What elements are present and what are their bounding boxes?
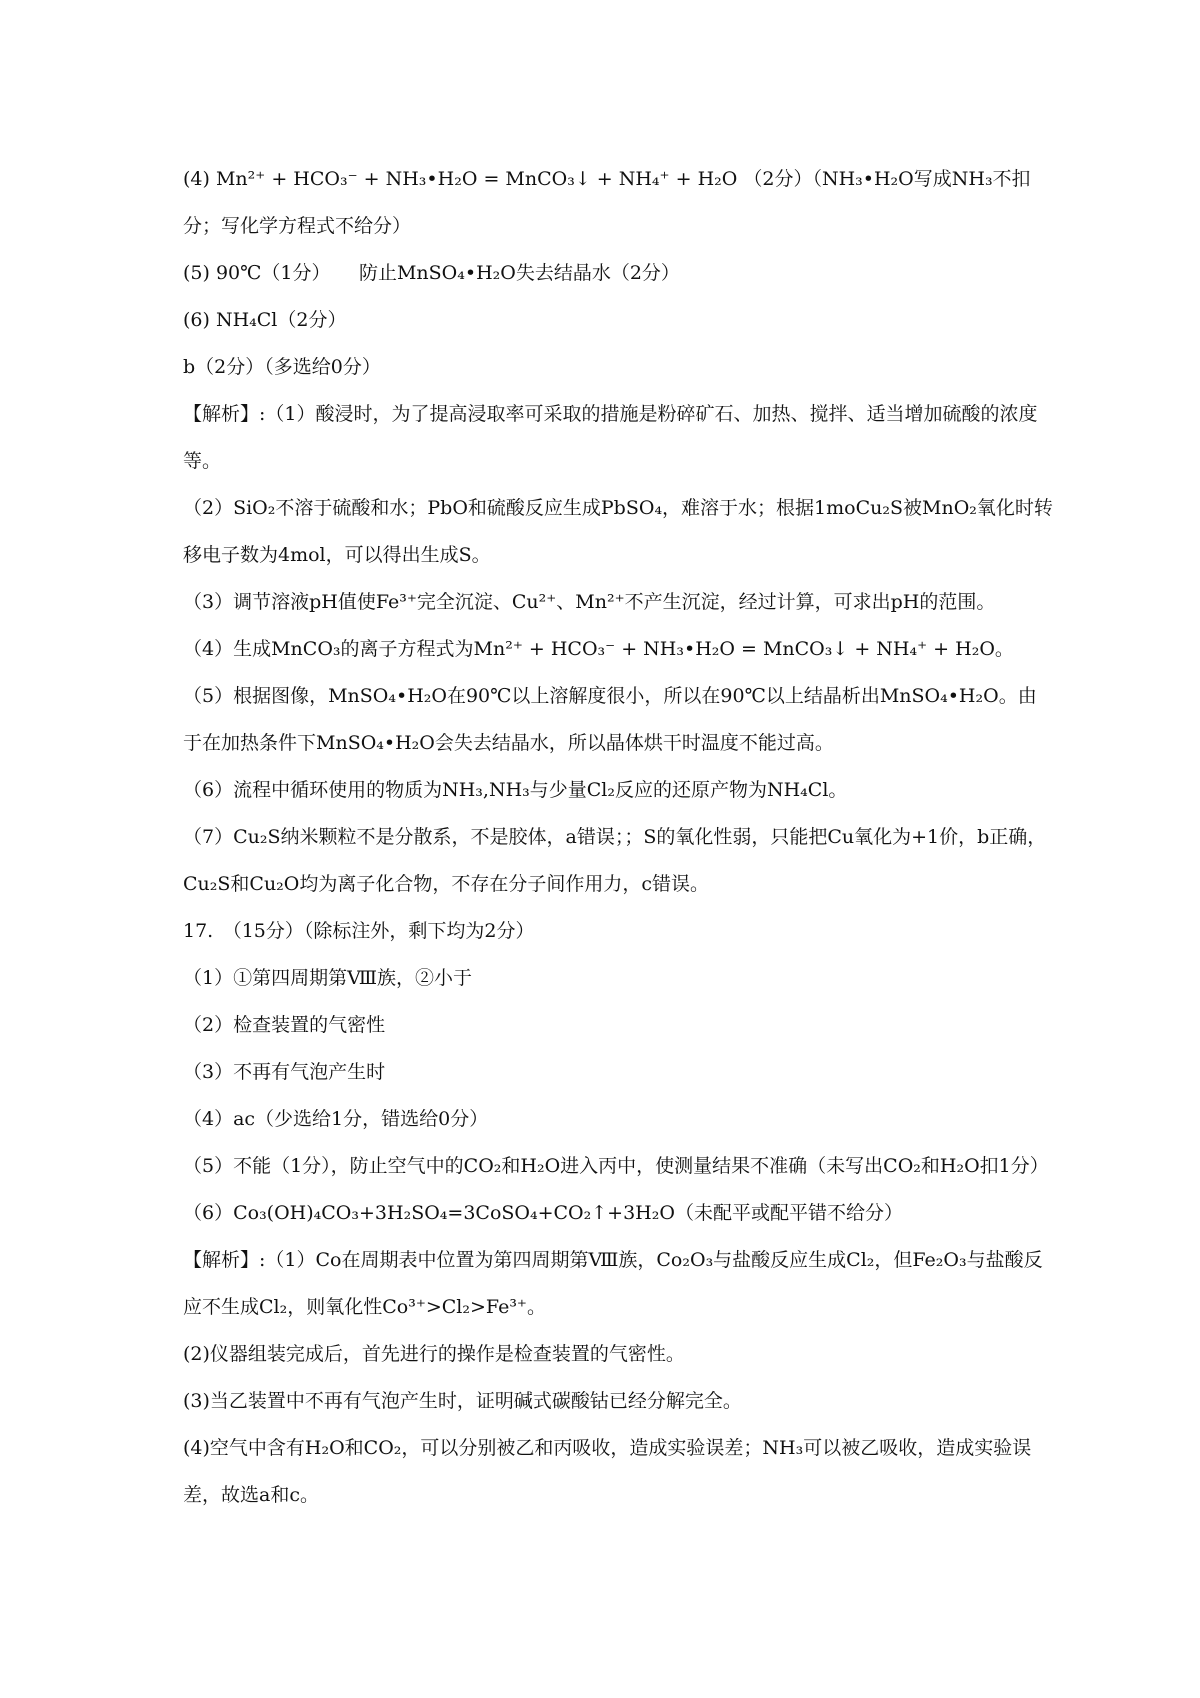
q17-answer-6: （6）Co₃(OH)₄CO₃+3H₂SO₄=3CoSO₄+CO₂↑+3H₂O（未配平或配平错不给分） — [183, 1202, 903, 1224]
q17-answer-4: （4）ac（少选给1分，错选给0分） — [183, 1108, 489, 1130]
q17-answer-2: （2）检查装置的气密性 — [183, 1014, 386, 1036]
answer-content — [183, 156, 1053, 1519]
q17-analysis-4: (4)空气中含有H₂O和CO₂，可以分别被乙和丙吸收，造成实验误差；NH₃可以被乙吸收，造成实验误差，故选a和c。 — [183, 1437, 1032, 1506]
analysis-2: （2）SiO₂不溶于硫酸和水；PbO和硫酸反应生成PbSO₄，难溶于水；根据1moCu₂S被MnO₂氧化时转移电子数为4mol，可以得出生成S。 — [183, 497, 1053, 566]
answer-item-6: (6) NH₄Cl（2分） — [183, 309, 347, 331]
analysis-6: （6）流程中循环使用的物质为NH₃,NH₃与少量Cl₂反应的还原产物为NH₄Cl。 — [183, 779, 848, 801]
analysis-3: （3）调节溶液pH值使Fe³⁺完全沉淀、Cu²⁺、Mn²⁺不产生沉淀，经过计算，可求出pH的范围。 — [183, 591, 996, 613]
answer-item-4-equation: (4) Mn²⁺ + HCO₃⁻ + NH₃•H₂O = MnCO₃↓ + NH₄⁺ + H₂O （2分）（NH₃•H₂O写成NH₃不扣分；写化学方程式不给分） — [183, 168, 1031, 237]
answer-item-7: b（2分）（多选给0分） — [183, 356, 381, 378]
q17-answer-3: （3）不再有气泡产生时 — [183, 1061, 386, 1083]
analysis-5: （5）根据图像，MnSO₄•H₂O在90℃以上溶解度很小，所以在90℃以上结晶析出MnSO₄•H₂O。由于在加热条件下MnSO₄•H₂O会失去结晶水，所以晶体烘干时温度不能过高。 — [183, 685, 1037, 754]
analysis-7: （7）Cu₂S纳米颗粒不是分散系，不是胶体，a错误；；S的氧化性弱，只能把Cu氧化为+1价，b正确，Cu₂S和Cu₂O均为离子化合物，不存在分子间作用力，c错误。 — [183, 826, 1047, 895]
question-17-heading: 17. （15分）（除标注外，剩下均为2分） — [183, 920, 535, 942]
q17-analysis-2: (2)仪器组装完成后，首先进行的操作是检查装置的气密性。 — [183, 1343, 685, 1365]
q17-analysis-1: 【解析】:（1）Co在周期表中位置为第四周期第Ⅷ族，Co₂O₃与盐酸反应生成Cl₂，但Fe₂O₃与盐酸反应不生成Cl₂，则氧化性Co³⁺>Cl₂>Fe³⁺。 — [183, 1249, 1043, 1318]
q17-answer-1: （1）①第四周期第Ⅷ族，②小于 — [183, 967, 473, 989]
q17-analysis-3: (3)当乙装置中不再有气泡产生时，证明碱式碳酸钴已经分解完全。 — [183, 1390, 742, 1412]
answer-item-5: (5) 90℃（1分） 防止MnSO₄•H₂O失去结晶水（2分） — [183, 262, 680, 284]
analysis-4: （4）生成MnCO₃的离子方程式为Mn²⁺ + HCO₃⁻ + NH₃•H₂O = MnCO₃↓ + NH₄⁺ + H₂O。 — [183, 638, 1014, 660]
q17-answer-5: （5）不能（1分），防止空气中的CO₂和H₂O进入丙中，使测量结果不准确（未写出CO₂和H₂O扣1分） — [183, 1155, 1049, 1177]
analysis-1: 【解析】:（1）酸浸时，为了提高浸取率可采取的措施是粉碎矿石、加热、搅拌、适当增加硫酸的浓度等。 — [183, 403, 1038, 472]
